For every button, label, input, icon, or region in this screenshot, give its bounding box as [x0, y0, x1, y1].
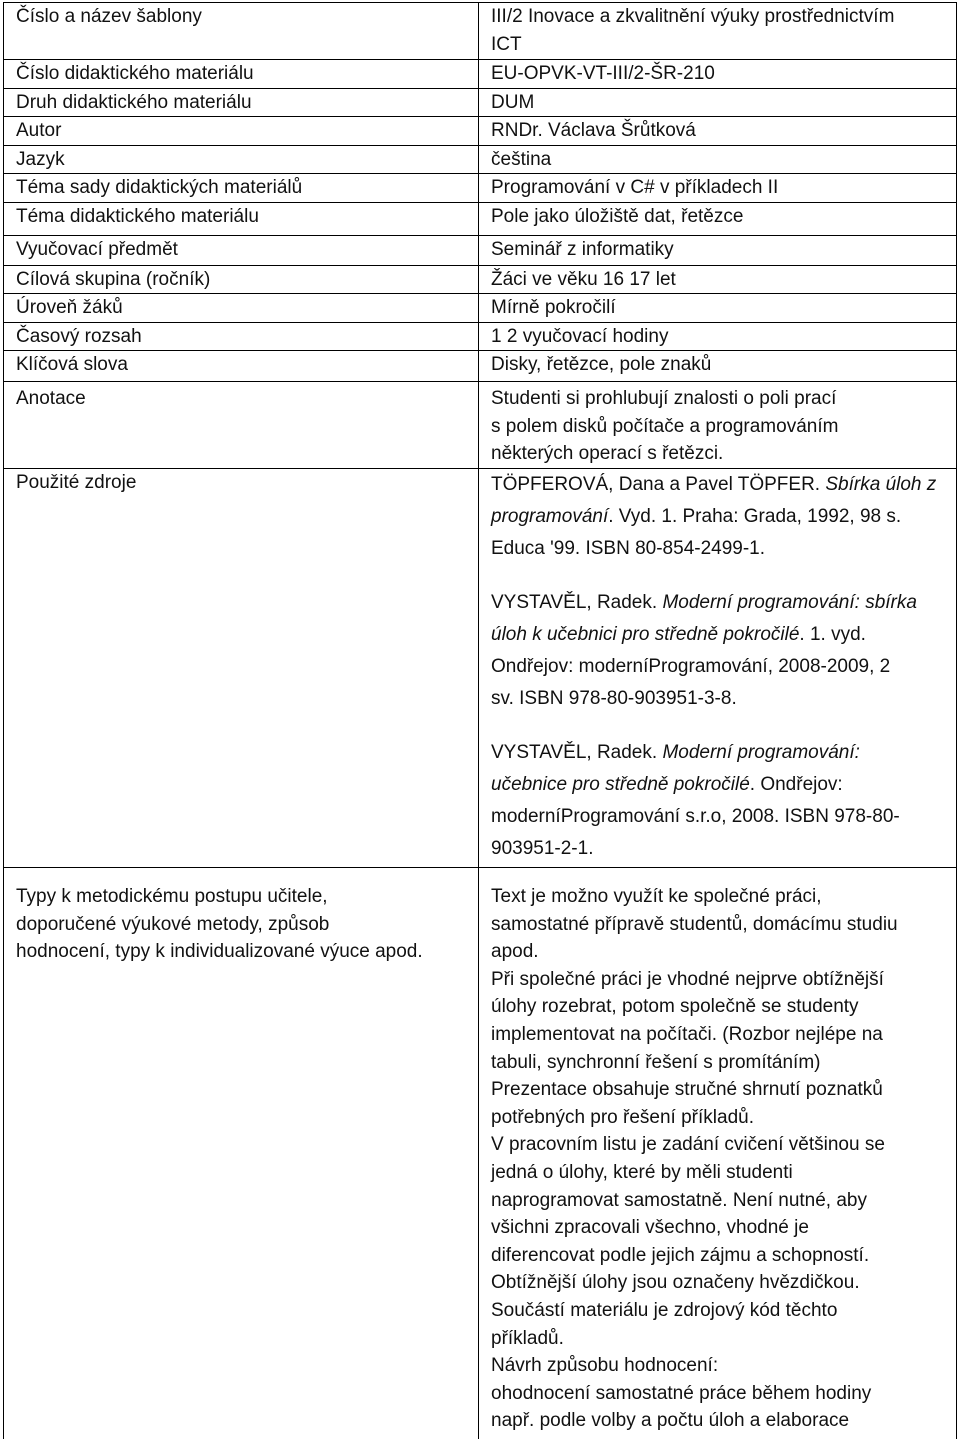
reference-2 [491, 587, 949, 715]
text-line: Obtížnější úlohy jsou označeny hvězdičkou. [491, 1272, 860, 1294]
text-line: ohodnocení samostatné práce během hodiny [491, 1382, 872, 1404]
value-line: Studenti si prohlubují znalosti o poli prací [491, 388, 837, 409]
ref-title: učebnice pro středně pokročilé [491, 774, 750, 795]
text-line: úlohy rozebrat, potom společně se studenty [491, 996, 859, 1018]
label-line: Typy k metodickému postupu učitele, [16, 886, 328, 907]
row-label: Vyučovací předmět [16, 239, 178, 260]
text-line: samostatné přípravě studentů, domácímu studiu [491, 913, 898, 935]
value-line: některých operací s řetězci. [491, 443, 724, 464]
ref-text: VYSTAVĚL, Radek. [491, 742, 663, 763]
row-value: čeština [491, 149, 552, 170]
row-value: Seminář z informatiky [491, 239, 674, 260]
ref-text: sv. ISBN 978-80-903951-3-8. [491, 688, 737, 709]
ref-title: Moderní programování: sbírka [662, 592, 917, 613]
text-line: implementovat na počítači. (Rozbor nejlépe na [491, 1023, 883, 1045]
text-line: Součástí materiálu je zdrojový kód těchto [491, 1299, 838, 1321]
row-divider [4, 867, 956, 868]
ref-text: . 1. vyd. [799, 624, 866, 645]
row-label: Číslo a název šablony [16, 6, 202, 27]
row-value [491, 3, 949, 58]
text-line: příkladů. [491, 1327, 564, 1349]
ref-text: VYSTAVĚL, Radek. [491, 592, 663, 613]
text-line: V pracovním listu je zadání cvičení většinou se [491, 1134, 885, 1156]
text-line: Prezentace obsahuje stručné shrnutí poznatků [491, 1079, 883, 1101]
text-line: Návrh způsobu hodnocení: [491, 1355, 719, 1377]
row-label: Klíčová slova [16, 354, 128, 375]
row-value: RNDr. Václava Šrůtková [491, 120, 696, 141]
label-line: doporučené výukové metody, způsob [16, 913, 330, 935]
row-value: 1 2 vyučovací hodiny [491, 326, 669, 347]
value-line: III/2 Inovace a zkvalitnění výuky prostřednictvím [491, 6, 895, 27]
annotation-text [491, 385, 949, 468]
text-line: jedná o úlohy, které by měli studenti [491, 1161, 793, 1183]
value-line: s polem disků počítače a programováním [491, 415, 839, 437]
column-divider [478, 3, 479, 1439]
label-line: hodnocení, typy k individualizované výuce apod. [16, 941, 423, 962]
text-line: všichni zpracovali všechno, vhodné je [491, 1217, 809, 1239]
row-value: DUM [491, 92, 535, 113]
ref-title: Sbírka úloh z [825, 474, 937, 495]
row-value: Žáci ve věku 16 17 let [491, 269, 676, 290]
text-line: Text je možno využít ke společné práci, [491, 886, 822, 907]
row-value: Programování v C# v příkladech II [491, 177, 779, 198]
row-divider [4, 381, 956, 382]
row-label: Téma didaktického materiálu [16, 206, 259, 227]
ref-title: programování [491, 506, 609, 527]
ref-text: moderníProgramování s.r.o, 2008. ISBN 978-80- [491, 806, 900, 827]
text-line: např. podle volby a počtu úloh a elaborace [491, 1410, 850, 1432]
row-label: Druh didaktického materiálu [16, 92, 252, 113]
ref-text: 903951-2-1. [491, 838, 594, 859]
row-label: Úroveň žáků [16, 297, 123, 318]
ref-text: Educa '99. ISBN 80-854-2499-1. [491, 538, 766, 559]
ref-text: TÖPFEROVÁ, Dana a Pavel TÖPFER. [491, 474, 826, 495]
sources-list [491, 469, 949, 865]
row-label: Téma sady didaktických materiálů [16, 177, 303, 198]
row-value: EU-OPVK-VT-III/2-ŠR-210 [491, 63, 715, 84]
text-line: apod. [491, 941, 539, 963]
text-line: tabuli, synchronní řešení s promítáním) [491, 1051, 821, 1073]
row-label: Cílová skupina (ročník) [16, 269, 211, 290]
text-line: naprogramovat samostatně. Není nutné, aby [491, 1189, 868, 1211]
value-line: ICT [491, 33, 522, 55]
row-value: Pole jako úložiště dat, řetězce [491, 206, 744, 227]
sources-label: Použité zdroje [16, 472, 137, 493]
text-line: Při společné práci je vhodné nejprve obtížnější [491, 968, 884, 990]
row-value: Disky, řetězce, pole znaků [491, 354, 712, 375]
text-line: diferencovat podle jejich zájmu a schopností. [491, 1244, 870, 1266]
row-label: Časový rozsah [16, 326, 142, 347]
reference-3 [491, 737, 949, 865]
ref-text: . Vyd. 1. Praha: Grada, 1992, 98 s. [608, 506, 902, 527]
metadata-table [3, 2, 957, 1439]
ref-text: . Ondřejov: [749, 774, 843, 795]
row-label: Jazyk [16, 149, 65, 170]
reference-1 [491, 469, 949, 565]
text-line: potřebných pro řešení příkladů. [491, 1106, 754, 1128]
ref-title: úloh k učebnici pro středně pokročilé [491, 624, 800, 645]
methods-text [491, 883, 949, 1435]
row-label: Autor [16, 120, 62, 141]
row-value: Mírně pokročilí [491, 297, 616, 318]
row-label: Anotace [16, 388, 86, 409]
ref-title: Moderní programování: [662, 742, 860, 763]
ref-text: Ondřejov: moderníProgramování, 2008-2009, 2 [491, 656, 891, 677]
methods-label [16, 883, 466, 966]
row-label: Číslo didaktického materiálu [16, 63, 254, 84]
